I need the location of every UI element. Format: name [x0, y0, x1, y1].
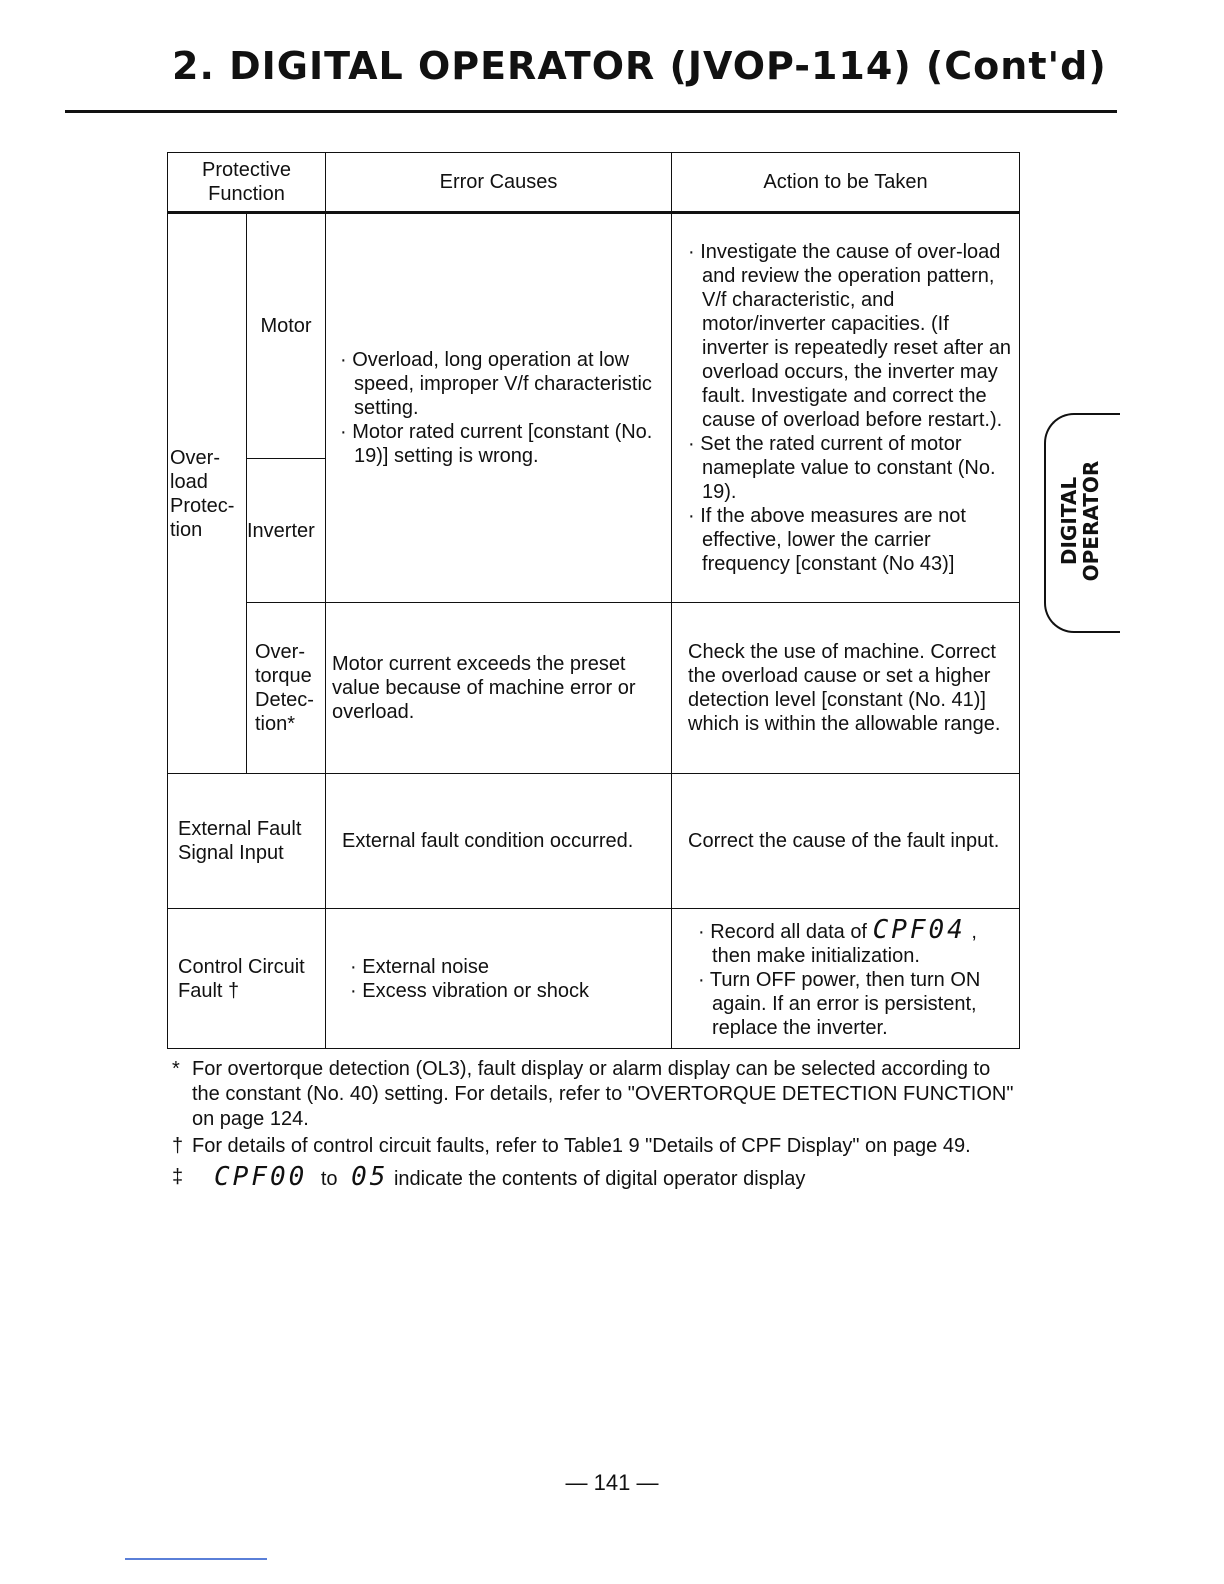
footnote-mark: † — [172, 1135, 184, 1157]
overtorque-cause: Motor current exceeds the preset value because of machine error or overload. — [326, 603, 672, 774]
table-row — [168, 603, 1020, 774]
footer-line — [125, 1558, 267, 1560]
footnote-text: to — [320, 1168, 338, 1190]
external-fault-label: External Fault Signal Input — [168, 774, 326, 909]
footnote-mark: ‡ — [172, 1166, 184, 1188]
footnote-double-dagger — [172, 1162, 1022, 1192]
footnote-dagger — [172, 1134, 1022, 1159]
table-row — [168, 909, 1020, 1049]
inverter-label: Inverter — [247, 459, 326, 603]
table-header-row — [168, 153, 1020, 213]
tab-line-1: DIGITAL — [1057, 476, 1081, 566]
overload-causes — [326, 213, 672, 603]
cpf00-display-code: CPF00 — [214, 1162, 308, 1192]
action-text: Record all data of — [710, 920, 867, 943]
list-item — [696, 914, 1013, 968]
list-item: · Excess vibration or shock — [348, 979, 665, 1003]
cpf04-display-code: CPF04 — [872, 914, 966, 945]
list-item: · Investigate the cause of over-load and review the operation pattern, V/f characteristic, and motor/inverter capacities. (If inverter is repeatedly reset after an overload occurs, the inverter may fault. Investigate and correct the cause of overload before restart.). — [686, 240, 1013, 432]
overload-group-label: Over-load Protec-tion — [168, 213, 247, 774]
title-rule — [65, 110, 1117, 113]
list-item: · External noise — [348, 955, 665, 979]
list-item: · If the above measures are not effective, lower the carrier frequency [constant (No 43)] — [686, 504, 1013, 576]
control-circuit-label: Control Circuit Fault † — [168, 909, 326, 1049]
error-table — [167, 152, 1020, 1049]
list-item: · Motor rated current [constant (No. 19)] setting is wrong. — [338, 420, 665, 468]
external-fault-action: Correct the cause of the fault input. — [672, 774, 1020, 909]
header-protective-function: Protective Function — [168, 153, 326, 213]
overtorque-action: Check the use of machine. Correct the overload cause or set a higher detection level [constant (No. 41)] which is within the allowable range. — [672, 603, 1020, 774]
header-error-causes: Error Causes — [326, 153, 672, 213]
list-item: · Set the rated current of motor nameplate value to constant (No. 19). — [686, 432, 1013, 504]
control-circuit-causes — [326, 909, 672, 1049]
list-item: · Turn OFF power, then turn ON again. If an error is persistent, replace the inverter. — [696, 968, 1013, 1040]
external-fault-cause: External fault condition occurred. — [326, 774, 672, 909]
table-row — [168, 213, 1020, 459]
footnote-asterisk — [172, 1057, 1022, 1132]
overload-actions — [672, 213, 1020, 603]
footnote-text: For details of control circuit faults, refer to Table1 9 "Details of CPF Display" on page 49. — [192, 1135, 971, 1157]
page-number: — 141 — — [565, 1470, 659, 1495]
footnotes — [172, 1057, 1022, 1194]
section-tab-label — [1058, 413, 1102, 629]
05-display-code: 05 — [351, 1162, 389, 1192]
overtorque-label: Over-torque Detec-tion* — [247, 603, 326, 774]
footnote-mark: * — [172, 1058, 180, 1080]
header-action: Action to be Taken — [672, 153, 1020, 213]
footnote-text: For overtorque detection (OL3), fault display or alarm display can be selected according to the constant (No. 40) setting. For details, refer to "OVERTORQUE DETECTION FUNCTION" on page 124. — [192, 1058, 1014, 1130]
list-item: · Overload, long operation at low speed, improper V/f characteristic setting. — [338, 348, 665, 420]
table-row — [168, 774, 1020, 909]
page-title: 2. DIGITAL OPERATOR (JVOP-114) (Cont'd) — [172, 44, 1107, 88]
control-circuit-actions — [672, 909, 1020, 1049]
footnote-text: indicate the contents of digital operator display — [393, 1168, 806, 1190]
tab-line-2: OPERATOR — [1079, 460, 1103, 582]
motor-label: Motor — [247, 213, 326, 459]
action-text: , then make initialization. — [712, 920, 977, 967]
